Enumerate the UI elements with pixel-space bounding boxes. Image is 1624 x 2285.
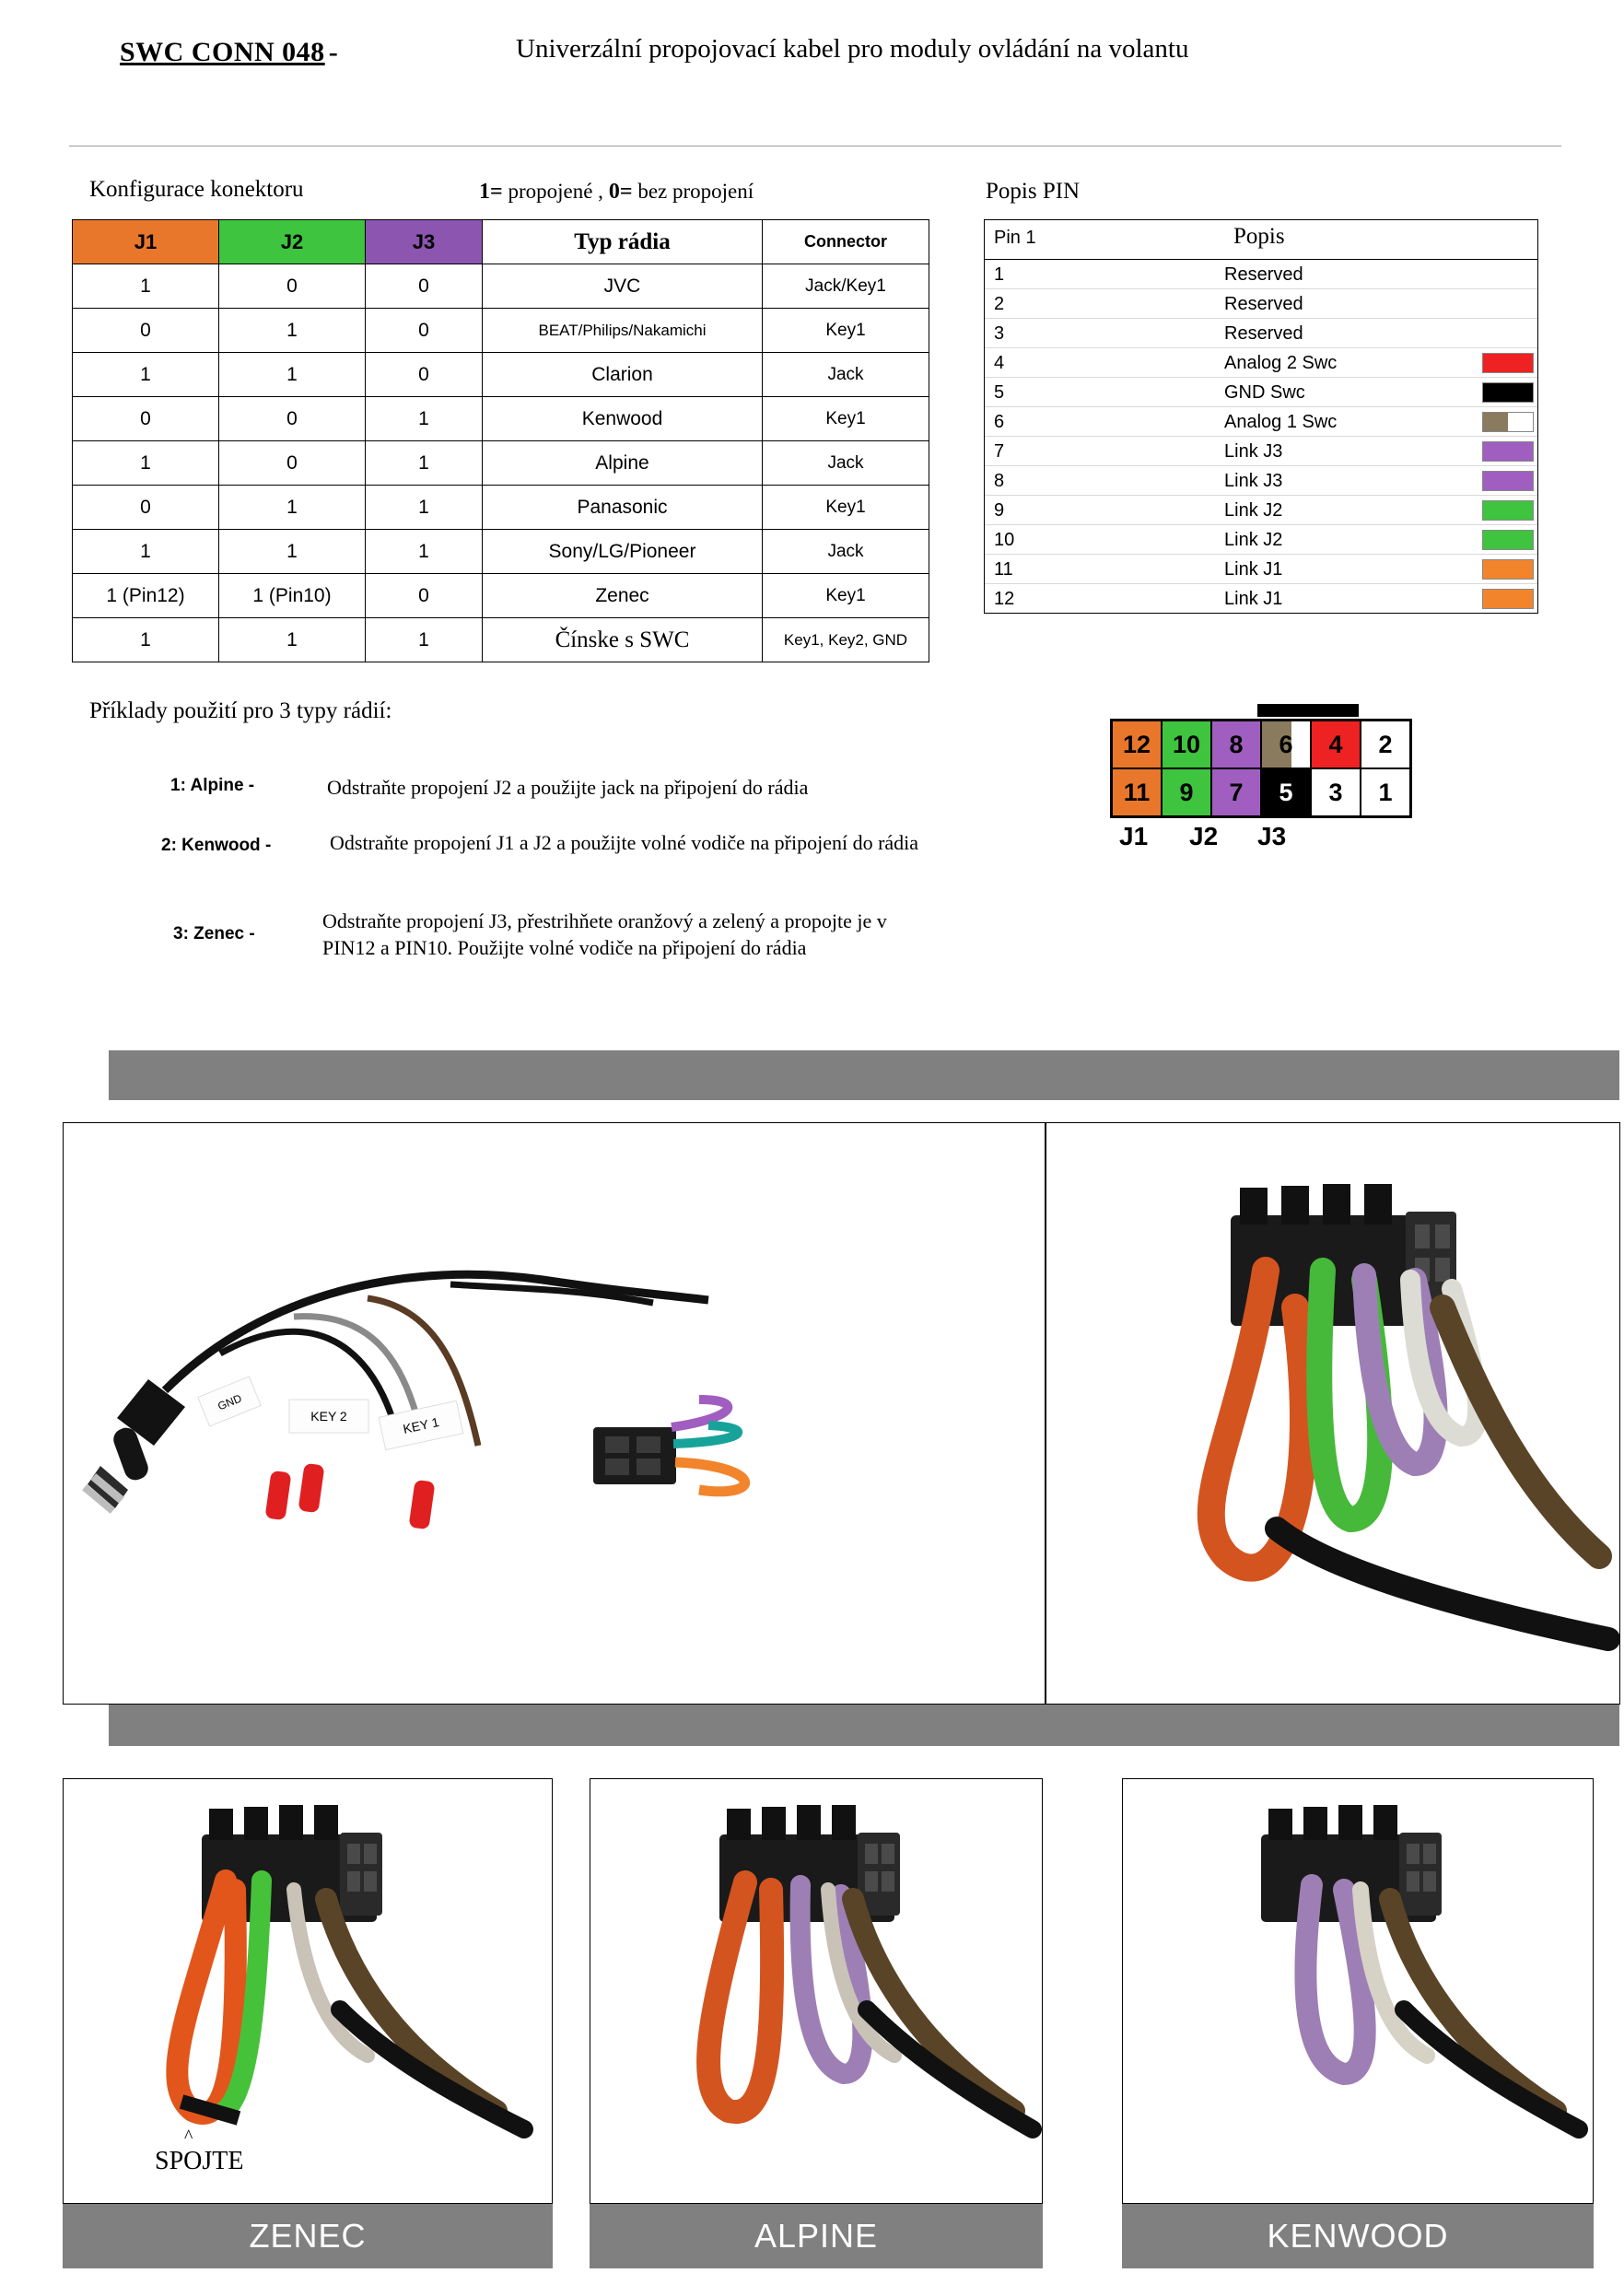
table-header-row <box>73 220 929 264</box>
pin-header-right: Popis <box>1233 224 1285 249</box>
table-row <box>73 264 929 309</box>
wire-color-swatch <box>1482 353 1534 373</box>
config-section-label: Konfigurace konektoru <box>89 177 304 202</box>
cell-type: Čínske s SWC <box>483 618 763 662</box>
pin-section-label: Popis PIN <box>986 179 1081 204</box>
page-title: Univerzální propojovací kabel pro moduly ovládání na volantu <box>516 34 1189 64</box>
photo-cable-overview <box>63 1122 1046 1705</box>
cell-type: Kenwood <box>483 397 763 441</box>
pin-row <box>985 260 1537 289</box>
cell-j3: 0 <box>366 574 483 618</box>
pin-description: Link J3 <box>1224 441 1283 462</box>
pin-row <box>985 525 1537 555</box>
examples-title: Příklady použití pro 3 typy rádií: <box>89 698 392 723</box>
alpine-illustration <box>590 1779 1042 2203</box>
wire-color-swatch <box>1482 441 1534 462</box>
table-row <box>73 309 929 353</box>
example-text-zenec: Odstraňte propojení J3, přestrihňete oranžový a zelený a propojte je v PIN12 a PIN10. Použijte volné vodiče na připojení do rádia <box>322 909 887 960</box>
cell-connector: Key1 <box>763 486 929 530</box>
pinout-row-bottom <box>1112 768 1410 816</box>
spojte-caret: ^ <box>184 2127 193 2147</box>
caption-kenwood: KENWOOD <box>1122 2204 1594 2268</box>
pin-row <box>985 437 1537 466</box>
pin-row <box>985 407 1537 437</box>
cell-j2: 1 <box>219 309 366 353</box>
legend-zero-text: bez propojení <box>632 180 754 203</box>
pin-number: 3 <box>994 323 1005 344</box>
cell-j1: 0 <box>73 397 219 441</box>
pin-cell-3: 3 <box>1311 768 1361 816</box>
pin-description: Analog 1 Swc <box>1224 412 1338 432</box>
pinout-grid <box>1110 719 1412 818</box>
cell-connector: Jack <box>763 353 929 397</box>
pin-number: 2 <box>994 294 1005 314</box>
section-separator-bar-top <box>109 1050 1619 1100</box>
cell-j2: 0 <box>219 264 366 309</box>
section-separator-bar-bottom <box>109 1700 1619 1746</box>
pin-cell-5: 5 <box>1261 768 1311 816</box>
table-row <box>73 530 929 574</box>
cell-j2: 0 <box>219 397 366 441</box>
wire-color-swatch <box>1482 382 1534 403</box>
pin-cell-8: 8 <box>1211 721 1261 768</box>
cell-connector: Jack <box>763 530 929 574</box>
pin-number: 12 <box>994 589 1015 609</box>
pin-description: Link J1 <box>1224 559 1283 580</box>
pin-description: Reserved <box>1224 323 1303 344</box>
pin-number: 6 <box>994 412 1005 432</box>
legend-one-text: propojené , <box>502 180 603 203</box>
wire-tag-gnd: GND <box>216 1391 244 1413</box>
table-row <box>73 618 929 662</box>
column-header-j3: J3 <box>366 220 483 264</box>
column-header-connector: Connector <box>763 220 929 264</box>
cell-j3: 0 <box>366 353 483 397</box>
wire-color-swatch <box>1482 589 1534 609</box>
pin-description: Link J1 <box>1224 589 1283 609</box>
wire-color-swatch <box>1482 471 1534 491</box>
pin-row <box>985 584 1537 613</box>
cell-j1: 1 <box>73 264 219 309</box>
cell-connector: Jack <box>763 441 929 486</box>
pin-number: 8 <box>994 471 1005 491</box>
pin-row <box>985 555 1537 584</box>
pinout-group-label-j3: J3 <box>1257 822 1287 850</box>
cell-j3: 1 <box>366 397 483 441</box>
cell-j3: 0 <box>366 309 483 353</box>
cell-j1: 1 <box>73 441 219 486</box>
cell-connector: Key1 <box>763 397 929 441</box>
wire-color-swatch <box>1482 559 1534 580</box>
photo-alpine-config <box>590 1778 1043 2204</box>
cell-j1: 1 <box>73 618 219 662</box>
wire-color-swatch <box>1482 412 1534 432</box>
document-header <box>120 34 1520 68</box>
spojte-label: SPOJTE <box>155 2147 244 2175</box>
cell-connector: Key1, Key2, GND <box>763 618 929 662</box>
cell-type: Sony/LG/Pioneer <box>483 530 763 574</box>
cell-j1: 0 <box>73 309 219 353</box>
example-label: 1: Alpine - <box>170 776 255 795</box>
cell-type: Zenec <box>483 574 763 618</box>
example-key-zenec <box>173 924 255 944</box>
cell-type: BEAT/Philips/Nakamichi <box>483 309 763 353</box>
connector-detail-illustration <box>1046 1123 1619 1704</box>
pin-cell-10: 10 <box>1162 721 1211 768</box>
cell-connector: Key1 <box>763 574 929 618</box>
cell-connector: Jack/Key1 <box>763 264 929 309</box>
pin-description: Link J2 <box>1224 500 1283 521</box>
cell-type: Panasonic <box>483 486 763 530</box>
cable-illustration <box>64 1123 1045 1704</box>
kenwood-illustration <box>1123 1779 1593 2203</box>
cell-type: Alpine <box>483 441 763 486</box>
pin-cell-12: 12 <box>1112 721 1162 768</box>
cell-j2: 0 <box>219 441 366 486</box>
wire-tag-key1: KEY 1 <box>402 1414 440 1436</box>
cell-type: Clarion <box>483 353 763 397</box>
example-text-alpine: Odstraňte propojení J2 a použijte jack na připojení do rádia <box>327 776 809 799</box>
cell-j3: 1 <box>366 530 483 574</box>
pin-row <box>985 466 1537 496</box>
header-dash: - <box>328 37 338 67</box>
zenec-illustration <box>64 1779 552 2203</box>
example-key-kenwood <box>161 836 271 856</box>
cell-j1: 1 <box>73 353 219 397</box>
photo-kenwood-config <box>1122 1778 1594 2204</box>
pin-number: 7 <box>994 441 1005 462</box>
cell-j2: 1 <box>219 618 366 662</box>
pin-description: Link J2 <box>1224 530 1283 550</box>
pin-number: 11 <box>994 559 1013 580</box>
table-row <box>73 486 929 530</box>
pin-number: 10 <box>994 530 1015 550</box>
configuration-table <box>72 219 929 662</box>
pin-description: Reserved <box>1224 294 1303 314</box>
cell-type: JVC <box>483 264 763 309</box>
example-label: 3: Zenec - <box>173 924 255 943</box>
cell-j1: 1 (Pin12) <box>73 574 219 618</box>
example-key-alpine <box>170 776 254 796</box>
cell-j2: 1 <box>219 530 366 574</box>
pin-description: GND Swc <box>1224 382 1305 403</box>
cell-j3: 0 <box>366 264 483 309</box>
pin-cell-1: 1 <box>1361 768 1410 816</box>
table-row <box>73 397 929 441</box>
pin-description-table <box>984 219 1538 614</box>
pin-description: Analog 2 Swc <box>1224 353 1338 373</box>
pin-cell-4: 4 <box>1311 721 1361 768</box>
column-header-j2: J2 <box>219 220 366 264</box>
cell-j3: 1 <box>366 486 483 530</box>
pin-table-header <box>985 220 1537 260</box>
pin-cell-6: 6 <box>1261 721 1311 768</box>
photo-zenec-config <box>63 1778 553 2204</box>
example-label: 2: Kenwood - <box>161 836 272 855</box>
pin-row <box>985 496 1537 525</box>
caption-alpine: ALPINE <box>590 2204 1043 2268</box>
column-header-type: Typ rádia <box>483 220 763 264</box>
pin-number: 4 <box>994 353 1005 373</box>
pin-header-left: Pin 1 <box>994 228 1036 248</box>
pin-cell-9: 9 <box>1162 768 1211 816</box>
pinout-group-label-j2: J2 <box>1189 822 1219 850</box>
cell-j1: 0 <box>73 486 219 530</box>
pin-description: Reserved <box>1224 264 1303 285</box>
column-header-j1: J1 <box>73 220 219 264</box>
wire-tag-key2: KEY 2 <box>310 1409 347 1424</box>
cell-j1: 1 <box>73 530 219 574</box>
pin-row <box>985 348 1537 378</box>
pin-number: 1 <box>994 264 1005 285</box>
cell-j2: 1 (Pin10) <box>219 574 366 618</box>
pin-cell-11: 11 <box>1112 768 1162 816</box>
legend-one: 1= <box>479 180 503 204</box>
legend-zero: 0= <box>602 180 633 204</box>
wire-color-swatch <box>1482 500 1534 521</box>
pin-cell-2: 2 <box>1361 721 1410 768</box>
product-code: SWC CONN 048 <box>120 37 325 67</box>
table-row <box>73 353 929 397</box>
caption-zenec: ZENEC <box>63 2204 553 2268</box>
pin-description: Link J3 <box>1224 471 1283 491</box>
cell-connector: Key1 <box>763 309 929 353</box>
cell-j2: 1 <box>219 353 366 397</box>
pin-cell-7: 7 <box>1211 768 1261 816</box>
pin-row <box>985 289 1537 319</box>
cell-j2: 1 <box>219 486 366 530</box>
legend-text <box>479 180 754 205</box>
table-row <box>73 574 929 618</box>
cell-j3: 1 <box>366 618 483 662</box>
pin-number: 5 <box>994 382 1005 403</box>
cell-j3: 1 <box>366 441 483 486</box>
pin-row <box>985 319 1537 348</box>
wire-color-swatch <box>1482 530 1534 550</box>
example-text-kenwood: Odstraňte propojení J1 a J2 a použijte volné vodiče na připojení do rádia <box>330 831 919 854</box>
pinout-group-label-j1: J1 <box>1119 822 1149 850</box>
pin-row <box>985 378 1537 407</box>
connector-latch-icon <box>1257 704 1359 717</box>
table-row <box>73 441 929 486</box>
photo-connector-detail <box>1046 1122 1620 1705</box>
pinout-row-top <box>1112 721 1410 768</box>
pin-number: 9 <box>994 500 1005 521</box>
